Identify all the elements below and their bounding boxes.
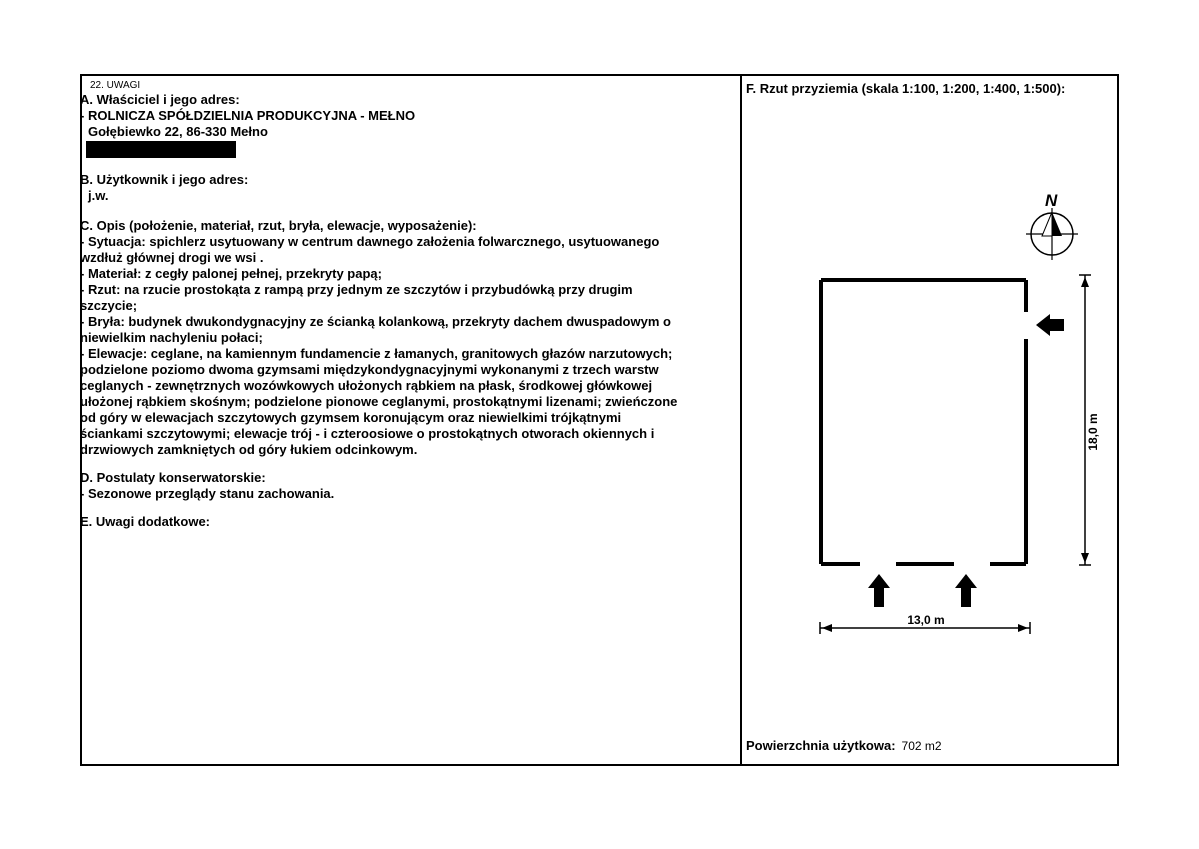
description-text: [80, 234, 740, 458]
description-line: od góry w elewacjach szczytowych gzymsem koronującym oraz niewielkimi trójkątnymi: [80, 410, 622, 425]
plan-title: F. Rzut przyziemia (skala 1:100, 1:200, 1:400, 1:500):: [746, 81, 1066, 96]
user-heading: B. Użytkownik i jego adres:: [80, 172, 249, 187]
postulates-heading: D. Postulaty konserwatorskie:: [80, 470, 266, 485]
owner-name: - ROLNICZA SPÓŁDZIELNIA PRODUKCYJNA - MEŁNO: [80, 108, 416, 123]
usable-area-label: Powierzchnia użytkowa:: [746, 738, 896, 753]
floor-plan-drawing: [742, 74, 1117, 766]
postulates-value: - Sezonowe przeglądy stanu zachowania.: [80, 486, 335, 501]
building-outline: [821, 280, 1026, 564]
usable-area-value: 702 m2: [901, 739, 942, 753]
description-line: ceglanych - zewnętrznych wozówkowych ułożonych rąbkiem na płask, środkowej główkowej: [80, 378, 653, 393]
description-line: ściankami szczytowymi; elewacje trój - i czteroosiowe o prostokątnych otworach okiennych i: [80, 426, 655, 441]
description-line: ułożonej rąbkiem skośnym; podzielone pionowe ceglanymi, prostokątnymi lizenami; zwieńczone: [80, 394, 678, 409]
description-line: podzielone poziomo dwoma gzymsami międzykondygnacyjnymi wykonanymi z trzech warstw: [80, 362, 659, 377]
description-line: szczycie;: [80, 298, 138, 313]
description-heading: C. Opis (położenie, materiał, rzut, bryła, elewacje, wyposażenie):: [80, 218, 477, 233]
description-line: - Rzut: na rzucie prostokąta z rampą przy jednym ze szczytów i przybudówką przy drugim: [80, 282, 633, 297]
redacted-block: [86, 141, 236, 158]
usable-area: [746, 738, 942, 753]
left-column: [80, 80, 740, 530]
description-line: - Sytuacja: spichlerz usytuowany w centrum dawnego założenia folwarcznego, usytuowanego: [80, 234, 660, 249]
height-label: 18,0 m: [1086, 413, 1100, 451]
entrance-arrow-icon: [868, 574, 890, 607]
description-line: - Elewacje: ceglane, na kamiennym fundamencie z łamanych, granitowych głazów narzutowych;: [80, 346, 673, 361]
description-line: - Materiał: z cegły palonej pełnej, przekryty papą;: [80, 266, 382, 281]
description-line: niewielkim nachyleniu połaci;: [80, 330, 263, 345]
north-label: N: [1045, 191, 1058, 210]
north-compass-icon: [1026, 191, 1078, 260]
entrance-arrow-icon: [1036, 314, 1064, 336]
entrance-arrow-icon: [955, 574, 977, 607]
description-line: wzdłuż głównej drogi we wsi .: [80, 250, 264, 265]
description-line: drzwiowych zamkniętych od góry łukiem odcinkowym.: [80, 442, 418, 457]
owner-address: Gołębiewko 22, 86-330 Mełno: [88, 124, 268, 139]
section-header: 22. UWAGI: [90, 80, 141, 91]
remarks-heading: E. Uwagi dodatkowe:: [80, 514, 211, 529]
description-line: - Bryła: budynek dwukondygnacyjny ze ścianką kolankową, przekryty dachem dwuspadowym o: [80, 314, 671, 329]
owner-heading: A. Właściciel i jego adres:: [80, 92, 240, 107]
width-label: 13,0 m: [907, 613, 945, 627]
user-value: j.w.: [88, 188, 109, 203]
